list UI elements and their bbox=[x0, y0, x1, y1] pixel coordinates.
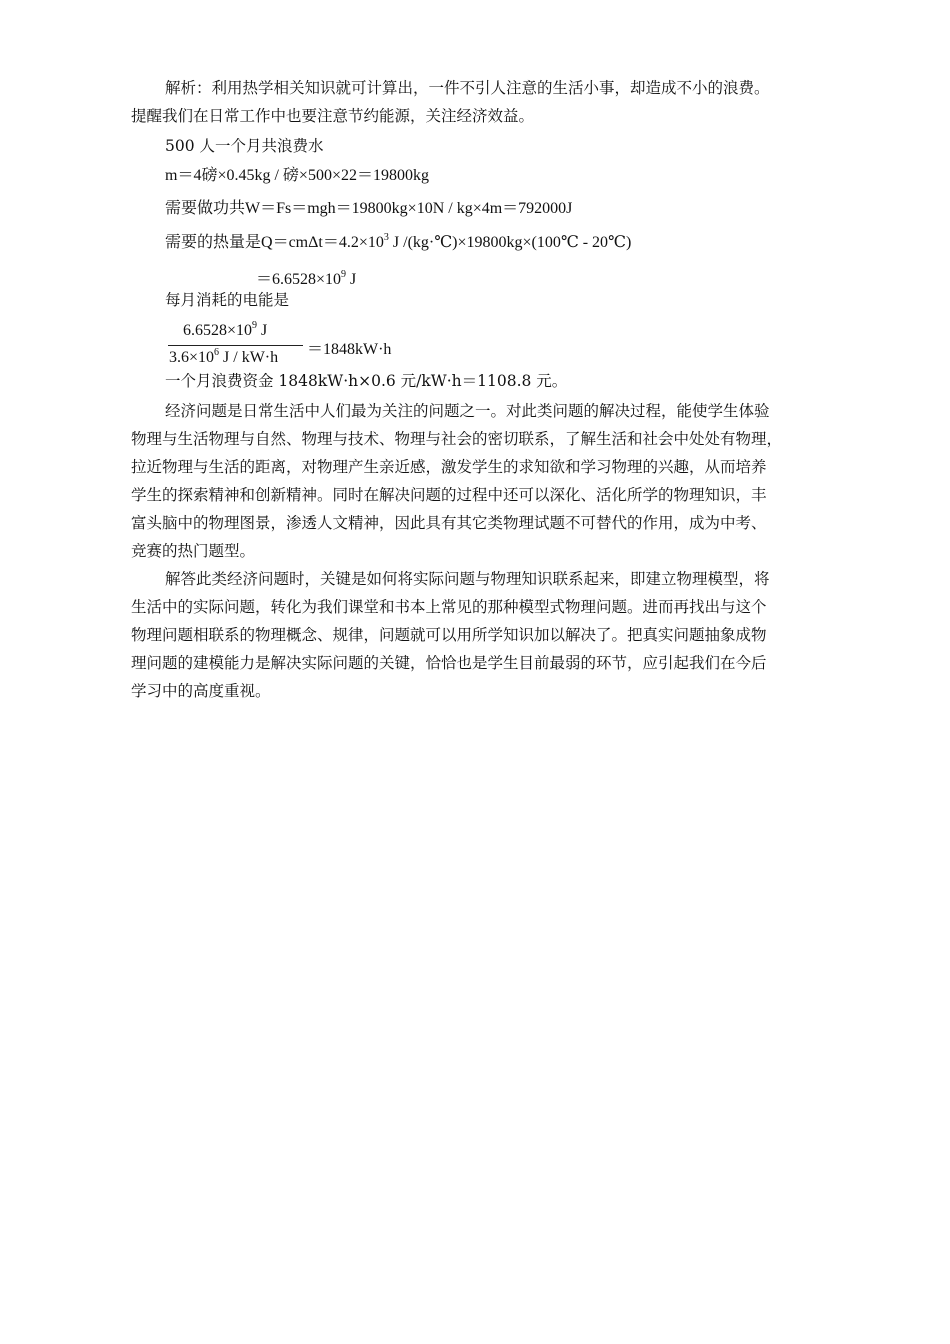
paragraph3-line: 理问题的建模能力是解决实际问题的关键，恰恰也是学生目前最弱的环节，应引起我们在今后 bbox=[131, 654, 767, 672]
formula-heat-eq-b: J /(kg·℃)×19800kg×(100℃ - 20℃) bbox=[388, 234, 632, 251]
analysis-line-2: 提醒我们在日常工作中也要注意节约能源，关注经济效益。 bbox=[131, 107, 535, 125]
money-line: 一个月浪费资金 1848kW·h×0.6 元/kW·h＝1108.8 元。 bbox=[165, 372, 568, 390]
heat-result-a: ＝6.6528×10 bbox=[256, 271, 342, 288]
paragraph2-line: 竞赛的热门题型。 bbox=[131, 542, 256, 560]
paragraph3-line: 解答此类经济问题时，关键是如何将实际问题与物理知识联系起来，即建立物理模型，将 bbox=[165, 570, 770, 588]
heat-result-b: J bbox=[346, 271, 357, 288]
formula-heat bbox=[165, 233, 631, 253]
formula-mass: m＝4磅×0.45kg / 磅×500×22＝19800kg bbox=[165, 167, 429, 184]
paragraph2-line: 学生的探索精神和创新精神。同时在解决问题的过程中还可以深化、活化所学的物理知识，丰 bbox=[131, 486, 767, 504]
num-b: J bbox=[257, 322, 268, 339]
formula-heat-result bbox=[256, 270, 356, 290]
den-b: J / kW·h bbox=[219, 349, 279, 366]
paragraph3-line: 学习中的高度重视。 bbox=[131, 682, 271, 700]
fraction-denominator bbox=[169, 349, 278, 367]
paragraph2-line: 富头脑中的物理图景，渗透人文精神，因此具有其它类物理试题不可替代的作用，成为中考、 bbox=[131, 514, 767, 532]
energy-intro: 每月消耗的电能是 bbox=[165, 291, 290, 309]
fraction-result: ＝1848kW·h bbox=[307, 341, 392, 358]
formula-heat-eq-a: Q＝cmΔt＝4.2×10 bbox=[261, 234, 384, 251]
formula-heat-exp: 3 bbox=[383, 232, 389, 243]
heat-result-exp: 9 bbox=[341, 269, 347, 280]
paragraph3-line: 生活中的实际问题，转化为我们课堂和书本上常见的那种模型式物理问题。进而再找出与这个 bbox=[131, 598, 767, 616]
formula-work: 需要做功共W＝Fs＝mgh＝19800kg×10N / kg×4m＝792000J bbox=[165, 200, 573, 217]
den-exp: 6 bbox=[214, 347, 220, 358]
paragraph2-line: 拉近物理与生活的距离，对物理产生亲近感，激发学生的求知欲和学习物理的兴趣，从而培养 bbox=[131, 458, 767, 476]
fraction-bar bbox=[168, 345, 303, 346]
paragraph3-line: 物理问题相联系的物理概念、规律，问题就可以用所学知识加以解决了。把真实问题抽象成物 bbox=[131, 626, 767, 644]
analysis-line-1: 解析：利用热学相关知识就可计算出，一件不引人注意的生活小事，却造成不小的浪费。 bbox=[165, 79, 770, 97]
num-a: 6.6528×10 bbox=[183, 322, 253, 339]
energy-fraction bbox=[165, 320, 405, 372]
num-exp: 9 bbox=[252, 320, 258, 331]
den-a: 3.6×10 bbox=[169, 349, 215, 366]
paragraph2-line: 经济问题是日常生活中人们最为关注的问题之一。对此类问题的解决过程，能使学生体验 bbox=[165, 402, 770, 420]
formula-heat-prefix: 需要的热量是 bbox=[165, 234, 262, 251]
fraction-numerator bbox=[183, 322, 267, 340]
water-intro: 500 人一个月共浪费水 bbox=[165, 137, 324, 155]
paragraph2-line: 物理与生活物理与自然、物理与技术、物理与社会的密切联系，了解生活和社会中处处有物理， bbox=[131, 430, 783, 448]
